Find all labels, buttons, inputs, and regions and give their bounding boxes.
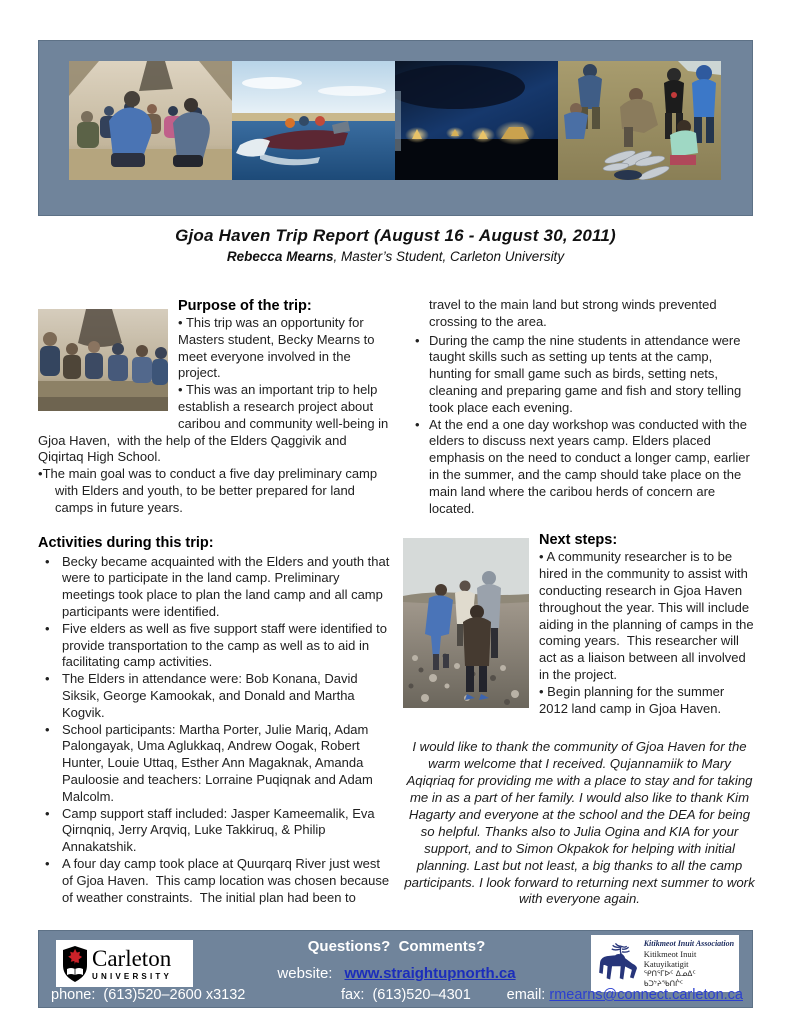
list-item: • At the end a one day workshop was conducted with the elders to discuss next years camp. Elders placed emphasis on the need to conduct a longer camp, earlier in the summer, and the camp should take place on the main land where the caribou herds of concern are located. [403, 417, 756, 518]
caribou-icon [593, 939, 642, 989]
website-link[interactable]: www.straightupnorth.ca [344, 965, 516, 982]
carleton-university-logo [56, 940, 193, 987]
author-role: , Master’s Student, Carleton University [333, 249, 565, 264]
next-steps-bullet: • A community researcher is to be hired in the community to assist with conducting research in Gjoa Haven throughout the year. This will include aiding in the planning of camps in the coming years. This researcher will act as a liaison between all involved in the project. [403, 549, 756, 683]
footer-phone-row [39, 985, 752, 1005]
page-title: Gjoa Haven Trip Report (August 16 - August 30, 2011) [175, 226, 616, 245]
footer-band [38, 930, 753, 1008]
bullet-icon [178, 315, 186, 330]
next-steps-bullet: • Begin planning for the summer 2012 land camp in Gjoa Haven. [403, 684, 756, 718]
list-item: • Camp support staff included: Jasper Kameemalik, Eva Qirnqniq, Jerry Arqviq, Luke Takkiruq, & Philip Annakatshik. [38, 806, 391, 856]
list-item: • School participants: Martha Porter, Julie Mariq, Adam Palongayak, Uma Aglukkaq, Andrew Oogak, Robert Hunter, Louie Uttaq, Esther Ann Magaknak, Amanda Pauloosie and teachers: Lorraine Puqiqnak and Adam Malcolm. [38, 722, 391, 806]
continuation-text: travel to the main land but strong winds prevented crossing to the area. [429, 297, 721, 329]
phone-number: (613)520–2600 x3132 [103, 987, 246, 1003]
purpose-bullet: • The main goal was to conduct a five day preliminary camp with Elders and youth, to be better prepared for land camps in future years. [38, 466, 391, 516]
boat-on-water-photo [232, 61, 395, 180]
website-line [209, 965, 584, 982]
website-label: website: [277, 965, 333, 982]
right-column [403, 297, 756, 908]
footer-contact-block [209, 938, 584, 982]
purpose-heading: Purpose of the trip: [178, 298, 312, 314]
list-item: • Five elders as well as five support staff were identified to provide transportation to the camp as well as to aid in facilitating camp activities. [38, 621, 391, 671]
purpose-bullet: • This was an important trip to help establish a research project about caribou and community well-being in Gjoa Haven, with the help of the Elders Qaggivik and Qiqirtaq High School. [38, 382, 391, 466]
list-item: • Becky became acquainted with the Elders and youth that were to participate in the land camp. Preliminary meetings took place to plan the land camp and all camp participants were identified. [38, 554, 391, 621]
purpose-bullet: • This trip was an opportunity for Masters student, Becky Mearns to meet everyone involved in the project. [38, 315, 391, 382]
page-subtitle [0, 249, 791, 264]
carleton-shield-icon [62, 945, 88, 983]
list-item: • During the camp the nine students in attendance were taught skills such as setting up tents at the camp, hunting for small game such as birds, setting nets, cleaning and preparing game and fish and story telling took place each evening. [403, 333, 756, 417]
tundra-group-photo [403, 538, 529, 708]
night-camp-photo [395, 61, 558, 180]
next-steps-heading: Next steps: [539, 532, 618, 549]
carleton-name: Carleton [92, 945, 172, 971]
kia-name-syllabics: ᕿᑎᕐᒥᐅᑦ ᐃᓄᐃᑦ ᑲᑐᔾᔨᖃᑎᒌᑦ [643, 968, 696, 988]
left-column [38, 297, 391, 906]
fish-preparing-photo [558, 61, 721, 180]
list-item: • The Elders in attendance were: Bob Konana, David Siksik, George Kamookak, and Donald and Martha Kogvik. [38, 671, 391, 721]
kia-logo-text [644, 939, 737, 989]
activities-heading: Activities during this trip: [38, 534, 214, 551]
bullet-icon [178, 382, 186, 397]
activities-list [38, 554, 391, 907]
bullet-icon [539, 684, 547, 699]
acknowledgements-text: I would like to thank the community of Gjoa Haven for the warm welcome that I received. Qujannamiik to Mary Aqiqriaq for providing me with a place to stay and for taking me in as a part of her family. I would also like to thank Kim Hagarty and everyone at the school and the DEA for being so helpful. Thanks also to Julia Ogina and KIA for your support, and to Simon Okpakok for helping with initial planning. Last but not least, a big thanks to all the camp participants. I look forward to returning next summer to work with everyone again. [404, 739, 755, 907]
tent-elders-photo [38, 309, 168, 411]
phone-entry: phone: (613)520–2600 x3132 [51, 987, 246, 1003]
carleton-university-label: UNIVERSITY [92, 971, 173, 981]
kia-name-english: Kitikmeot Inuit Association [643, 938, 735, 948]
camp-list [403, 333, 756, 518]
email-link[interactable]: rmearns@connect.carleton.ca [549, 987, 743, 1003]
author-name: Rebecca Mearns [226, 249, 334, 264]
tent-meeting-photo [69, 61, 232, 180]
list-item: • A four day camp took place at Quurqarq River just west of Gjoa Haven. This camp location was chosen because of weather constraints. The initial plan had been to [38, 856, 391, 906]
kitikmeot-inuit-association-logo [591, 935, 739, 992]
fax-number: (613)520–4301 [372, 987, 471, 1003]
kia-name-inuinnaqtun: Kitikmeot Inuit Katuyikatigit [643, 948, 697, 969]
photo-banner [38, 40, 753, 216]
title-block [0, 226, 791, 264]
fax-entry: fax: (613)520–4301 [341, 987, 471, 1003]
photo-strip [69, 61, 721, 180]
next-steps-section [403, 531, 756, 717]
questions-comments-label: Questions? Comments? [307, 938, 486, 955]
carleton-logo-text [92, 947, 172, 981]
email-entry: email: rmearns@connect.carleton.ca [506, 987, 743, 1003]
